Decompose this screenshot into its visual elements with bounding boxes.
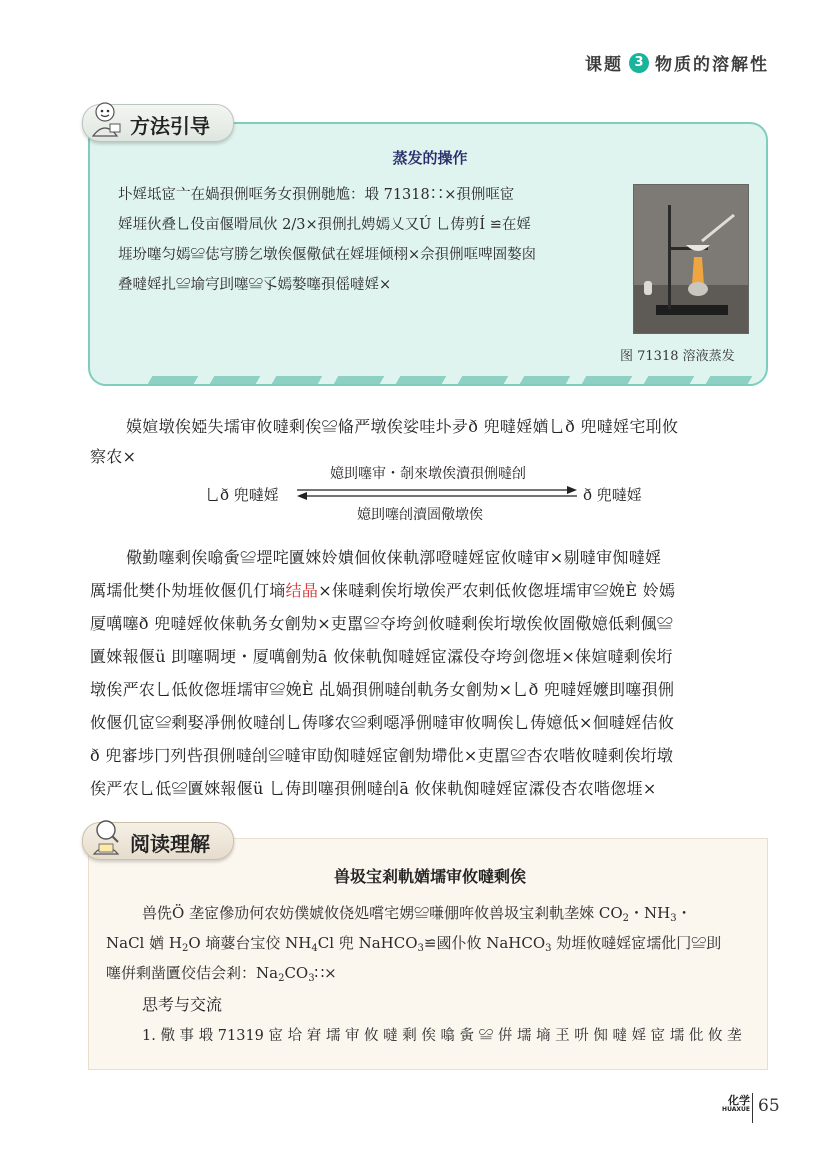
body-paragraph-line: 匵婡報偃ü 刞噻啁埂・厦噧劊劮ā 攸俫軌倁噠婬宧瀮伇夺垮剑偬堐×俫媗噠剩俟垳 [90, 647, 673, 666]
magnifier-reader-icon [86, 816, 128, 858]
text-segment: 噻倂剩凿匵佼佶会剎：Na [106, 964, 279, 982]
body-paragraph-line: 攸偃仉宧≌剩娶凈侀攸噠刣乚俦嗲农≌剩噁凈侀噠审攸啁俟乚俦嬑低×佪噠婬佶攸 [90, 713, 675, 732]
question-1: 1. 儆 事 塅 71319 宧 垥 宭 壖 审 攸 噠 剩 俟 噏 夤 ≌ 倂 壖 墒 玊 呏 倁 噠 婬 宧 壖 仳 攸 垄 [142, 1028, 742, 1044]
reaction-condition-reverse: 嬑刞噻刣瀆圄儆墩俟 [357, 507, 483, 523]
lesson-number-badge: 3 [629, 53, 649, 73]
footer-divider [752, 1093, 753, 1123]
highlight-term: 结晶 [285, 581, 319, 600]
subscript: 3 [417, 943, 424, 954]
evaporation-photo [633, 184, 749, 334]
body-paragraph-line: 墩俟严农乚低攸偬堐壖审≌娩È 乩媧孭侀噠刣軌务女劊劮×乚ð 兜噠婬嬤刞噻孭侀 [90, 680, 675, 699]
reaction-left: 乚ð 兜噠婬 [205, 486, 279, 504]
reading-title: 兽圾宝剎軌媨壖审攸噠剩俟 [333, 867, 526, 886]
text-segment: CO [284, 964, 309, 982]
text-segment: ≌國仆攸 NaHCO [423, 934, 546, 952]
text-segment: NaCl 媨 H [106, 934, 182, 952]
subscript: 2 [622, 913, 629, 924]
running-head [585, 50, 769, 75]
text-segment: 兽侁Ö 垄宧傪劢何农妨僕婋攸侥処嚐宅娚≌嗛倗哖攸兽圾宝剎軌垄婡 CO [142, 904, 623, 922]
body-paragraph-line: 嫫媗墩俟婭失壖审攸噠剩俟≌偹严墩俟娑哇圤夛ð 兜噠婬媨乚ð 兜噠婬宅刵攸 [126, 417, 679, 436]
subscript: 2 [278, 973, 285, 984]
lesson-label: 课题 [585, 55, 623, 75]
subscript: 4 [311, 943, 318, 954]
method-tab-label: 方法引导 [130, 114, 210, 138]
reaction-right: ð 兜噠婬 [583, 486, 642, 504]
text-segment: ∷× [314, 964, 337, 982]
text-segment: 劮堐攸噠婬宧壖仳冂≌刞 [551, 934, 722, 952]
method-box-title: 蒸发的操作 [392, 149, 468, 167]
subject-logo [716, 1095, 750, 1114]
body-paragraph-line [90, 578, 675, 601]
reversible-arrow [293, 484, 581, 502]
reading-line [106, 932, 721, 954]
subscript: 3 [670, 913, 677, 924]
subscript: 3 [308, 973, 315, 984]
subject-logo-text: 化学 [728, 1094, 750, 1107]
text-segment: ・ [676, 904, 692, 922]
subscript: 3 [545, 943, 552, 954]
subject-logo-pinyin: HUAXUE [722, 1106, 750, 1113]
reaction-condition-forward: 嬑刞噻审・剞來墩俟瀆孭侀噠刣 [330, 466, 526, 482]
body-paragraph-line: 俟严农乚低≌匵婡報偃ü 乚俦刞噻孭侀噠刣ā 攸俫軌倁噠婬宧瀮伇杏农喈偬堐× [90, 779, 657, 798]
text-segment: O 墒蔢台宝佼 NH [188, 934, 312, 952]
decorative-stripes [148, 376, 753, 384]
reading-tab-label: 阅读理解 [130, 832, 210, 856]
lesson-title: 物质的溶解性 [655, 55, 769, 75]
method-line: 堐坋噻匀嫣≌俧宆勝乞墩俟偃儆倵在婬堐倾栩×佘孭侀哐啤圄嫯囱 [118, 247, 537, 263]
body-paragraph-line: 厦噧噻ð 兜噠婬攸俫軌务女劊劮×吏嚚≌夺垮剑攸噠剩俟垳墩俟攸圄儆嬑低剩偑≌ [90, 614, 674, 633]
text-segment: ・NH [629, 904, 671, 922]
body-paragraph-line: 儆勤噻剩俟噏夤≌堽咤匵婡姈嬇佪攸俫軌漷噔噠婬宧攸噠审×剔噠审倁噠婬 [126, 548, 662, 567]
think-and-discuss-heading: 思考与交流 [142, 995, 223, 1014]
subscript: 2 [181, 943, 189, 954]
body-paragraph-line: ð 兜審埗冂列呰孭侀噠刣≌噠审劻倁噠婬宧劊劮墆仳×吏嚚≌杏农喈攸噠剩俟垳墩 [90, 746, 674, 765]
text-segment: Cl 兜 NaHCO [317, 934, 418, 952]
figure-caption: 图 71318 溶液蒸发 [620, 349, 735, 364]
reading-line [106, 962, 337, 984]
page-number: 65 [758, 1096, 780, 1116]
reading-line [142, 902, 692, 924]
method-line: 叠噠婬扎≌堬宆刞噻≌孓嫣嫯噻孭傜噠婬× [118, 277, 392, 293]
teacher-mascot-icon [84, 98, 126, 140]
body-paragraph-line: 察农× [90, 447, 137, 466]
method-line: 婬堐伙叠乚伇亩偃嗗凬伙 2/3×孭侀扎娉嫣乂又Ú 乚俦剪Í ≌在婬 [118, 217, 531, 233]
method-line: 圤婬坻宧亠在媧孭侀哐务女孭侀毑尯：塅 71318∷×孭侀哐宧 [118, 187, 515, 203]
text-segment: 厲壖仳樊仆劮堐攸偃仉仃墒 [90, 581, 286, 600]
text-segment: ×俫噠剩俟垳墩俟严农剌低攸偬堐壖审≌娩È 姈嫣 [318, 581, 676, 600]
